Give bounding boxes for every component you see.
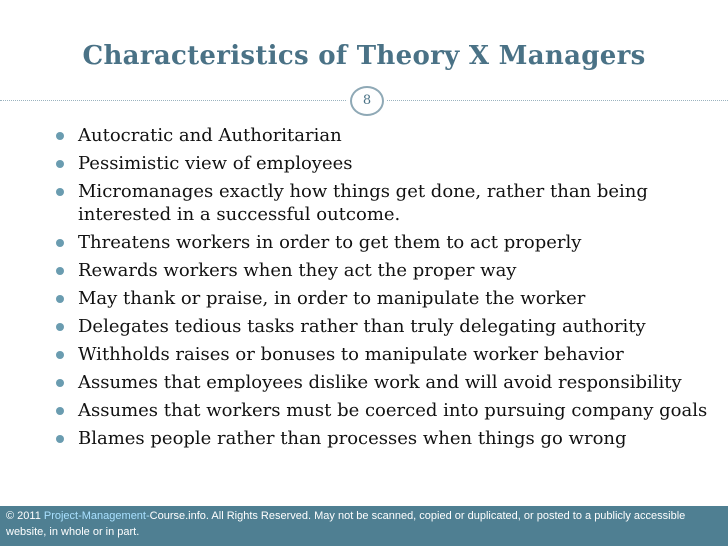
copyright-footer <box>0 506 728 546</box>
bullet-text: Threatens workers in order to get them to act properly <box>78 232 582 253</box>
bullet-text: May thank or praise, in order to manipulate the worker <box>78 288 586 309</box>
slide-title: Characteristics of Theory X Managers <box>82 41 646 71</box>
bullet-dot-icon <box>56 351 64 359</box>
bullet-dot-icon <box>56 267 64 275</box>
bullet-text: Withholds raises or bonuses to manipulate worker behavior <box>78 344 624 365</box>
bullet-dot-icon <box>56 323 64 331</box>
bullet-dot-icon <box>56 295 64 303</box>
bullet-dot-icon <box>56 407 64 415</box>
bullet-list <box>28 124 708 455</box>
bullet-item <box>28 180 708 226</box>
bullet-item <box>28 152 708 175</box>
bullet-dot-icon <box>56 132 64 140</box>
bullet-text: Pessimistic view of employees <box>78 153 353 174</box>
bullet-text: Assumes that workers must be coerced into pursuing company goals <box>78 400 708 421</box>
bullet-dot-icon <box>56 188 64 196</box>
bullet-item <box>28 124 708 147</box>
bullet-item <box>28 259 708 282</box>
bullet-text: Micromanages exactly how things get done, rather than being interested in a successful outcome. <box>78 181 648 225</box>
page-number-badge: 8 <box>350 86 384 116</box>
bullet-text: Blames people rather than processes when things go wrong <box>78 428 627 449</box>
bullet-item <box>28 231 708 254</box>
bullet-dot-icon <box>56 239 64 247</box>
bullet-text: Delegates tedious tasks rather than truly delegating authority <box>78 316 646 337</box>
footer-site-link[interactable]: Project-Management- <box>43 510 150 522</box>
bullet-dot-icon <box>56 435 64 443</box>
bullet-item <box>28 343 708 366</box>
bullet-text: Rewards workers when they act the proper way <box>78 260 517 281</box>
bullet-item <box>28 315 708 338</box>
bullet-dot-icon <box>56 379 64 387</box>
bullet-item <box>28 371 708 394</box>
bullet-item <box>28 287 708 310</box>
footer-prefix: © 2011 <box>6 510 44 522</box>
footer-suffix: Course.info. All Rights Reserved. May not be scanned, copied or duplicated, or posted to a publicly accessible website, in whole or in part. <box>6 510 686 538</box>
bullet-item <box>28 427 708 450</box>
bullet-text: Assumes that employees dislike work and will avoid responsibility <box>78 372 682 393</box>
bullet-dot-icon <box>56 160 64 168</box>
bullet-item <box>28 399 708 422</box>
bullet-text: Autocratic and Authoritarian <box>78 125 342 146</box>
